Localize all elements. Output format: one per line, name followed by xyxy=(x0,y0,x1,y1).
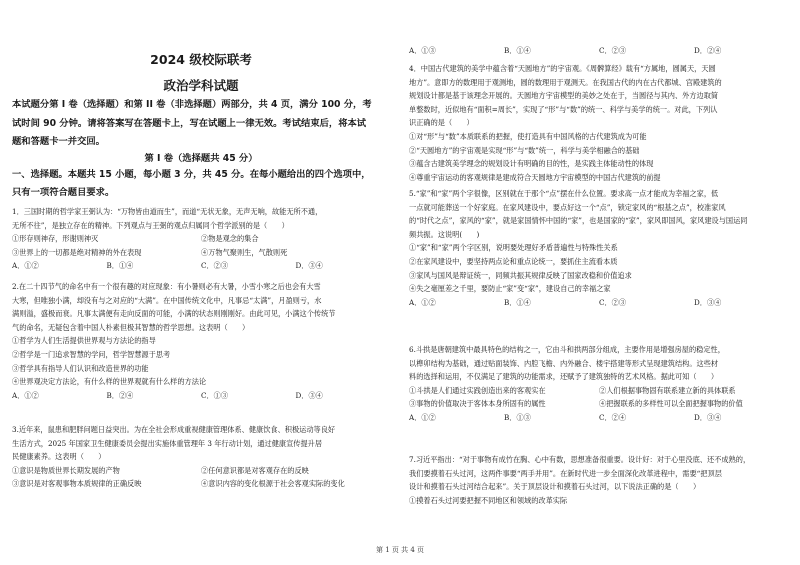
q5-answer-d: D．③④ xyxy=(694,297,722,307)
q6-answer-b: B．①③ xyxy=(504,412,531,422)
q5-stem: 的“时代之点”，家风的“家”，就是家国情怀中国的“家”，也是国家的“家”，家风即国风，家风建设与国运同 xyxy=(409,216,748,226)
q2-answer-d: D．③④ xyxy=(295,390,323,400)
q1-option: ②物是观念的集合 xyxy=(201,234,259,244)
q3-stem: 生活方式，2025 年国家卫生健康委员会提出实施体重管理年 3 年行动计划，通过健康宣传提升居 xyxy=(12,438,323,448)
q7-option: ①摸着石头过河要把握不同地区和领域的改革实际 xyxy=(409,495,568,505)
question-6 xyxy=(409,343,789,425)
q6-option: ④把握联系的多样性可以全面把握事物的价值 xyxy=(599,399,743,409)
question-1 xyxy=(12,205,390,273)
q1-answers xyxy=(12,259,390,273)
q2-answers xyxy=(12,389,390,403)
q6-stem: 料的选择和运用，不仅满足了建筑的功能需求，还赋予了建筑独特的艺术风格。据此可知（ ） xyxy=(409,372,719,382)
q4-option: ②“天圆地方”的宇宙观是实现“形”与“数”统一，科学与美学相融合的基础 xyxy=(409,145,640,155)
notice-line: 试时间 90 分钟。请将答案写在答题卡上，写在试题上一律无效。考试结束后，将本试 xyxy=(12,117,367,129)
q3-answers xyxy=(409,44,789,58)
q3-answer-c: C．②③ xyxy=(599,46,627,55)
question-7 xyxy=(409,453,789,507)
exam-title: 2024 级校际联考 xyxy=(150,52,252,67)
q1-answer-b: B．①④ xyxy=(106,261,134,271)
q2-option: ②哲学是一门追求智慧的学问，哲学智慧源于思考 xyxy=(12,349,171,359)
q4-option: ③蕴含古建筑美学理念的规划设计有明确的目的性，是实践主体能动性的体现 xyxy=(409,159,654,169)
q6-answer-a: A．①② xyxy=(409,412,436,422)
q2-option: ④世界观决定方法论，有什么样的世界观就有什么样的方法论 xyxy=(12,377,207,387)
q2-answer-b: B．②④ xyxy=(106,390,134,400)
section-title: 第 I 卷（选择题共 45 分） xyxy=(144,153,258,164)
q3-option: ②任何意识都是对客观存在的反映 xyxy=(201,465,309,475)
q1-option: ①形存则神存，形谢则神灭 xyxy=(12,234,99,244)
q6-answer-c: C．②④ xyxy=(599,412,627,422)
q3-stem: 民健康素养。这表明（ ） xyxy=(12,452,106,462)
q3-answers-block xyxy=(409,44,789,58)
q4-stem: 单整数时，近似地有“面积=周长”，实现了“形”与“数”的统一、科学与美学的统一。对此，下列认 xyxy=(409,104,718,114)
q1-stem: 无所不往”，是独立存在的精神。下列观点与王弼的观点归属同个哲学派别的是（ ） xyxy=(12,220,289,230)
q6-answers xyxy=(409,411,789,425)
q4-option: ④尊重宇宙运动的客观规律是建成符合天圆地方宇宙模型的中国古代建筑的前提 xyxy=(409,172,661,182)
q6-option: ②人们根据事物固有联系建立新的具体联系 xyxy=(599,385,736,395)
q3-answer-d: D．②④ xyxy=(694,46,722,55)
q3-answer-a: A．①③ xyxy=(409,46,436,55)
q2-stem: 2.在二十四节气的命名中有一个很有趣的对应现象：有小暑则必有大暑，小雪小寒之后也会有大雪 xyxy=(12,282,321,291)
q7-stem: 我们要摸着石头过河，这两件事要“两手并用”。在新时代进一步全面深化改革进程中，需要“把顶层 xyxy=(409,468,722,478)
q5-answer-c: C．②③ xyxy=(599,297,627,307)
question-5 xyxy=(409,187,789,309)
q6-option: ①斗拱是人们通过实践创造出来的客观实在 xyxy=(409,385,546,395)
q5-option: ④失之毫厘差之千里，要防止“家”变“家”，建设自己的幸福之家 xyxy=(409,284,611,294)
q1-stem: 1．三国时期的哲学家王弼认为：“万物皆由道而生”，而道“无状无象，无声无响，故能无所不通， xyxy=(12,207,323,216)
q5-option: ②在家风建设中，要坚持两点论和重点论统一，要抓住主流看本质 xyxy=(409,256,618,266)
q1-option: ④万物气聚则生，气散则死 xyxy=(201,247,288,257)
exam-notice xyxy=(12,96,390,152)
q2-answer-a: A．①② xyxy=(12,390,39,400)
q4-option: ①对“形”与“数”本质联系的把握，使打造具有中国风格的古代建筑成为可能 xyxy=(409,131,647,141)
q2-stem: 大寒，但唯独小满，却没有与之对应的“大满”。在中国传统文化中，凡事忌“太满”，月盈则亏，水 xyxy=(12,295,322,305)
q7-stem: 设计和摸着石头过河结合起来”。关于顶层设计和摸着石头过河，以下说法正确的是（ ） xyxy=(409,482,701,492)
q5-stem: 5.“家”和“家”两个字很像，区别就在于那个“点”摆在什么位置。要求高一点才能成为幸福之家，低 xyxy=(409,189,719,198)
q5-answer-a: A．①② xyxy=(409,297,436,307)
q1-answer-a: A．①② xyxy=(12,261,39,271)
section-desc-line: 一、选择题。本题共 15 小题，每小题 3 分，共 45 分。在每小题给出的四个选项中， xyxy=(12,169,371,180)
question-2 xyxy=(12,280,390,402)
q5-stem: 频共振。这说明( ) xyxy=(409,229,480,239)
q3-stem: 3.近年来，鼠患和肥胖问题日益突出。为在全社会形成重视健康管理体系、健康饮食、积极运动等良好 xyxy=(12,425,336,434)
q6-answer-d: D．③④ xyxy=(694,412,722,422)
q3-options-row xyxy=(12,477,390,491)
q4-stem: 地方”。意即方的数理用于观测地，圆的数理用于观测天。在我国古代的内在古代都城、宫殿建筑的 xyxy=(409,77,722,87)
q5-stem: 一点就可能葬送一个好家庭。在家风建设中，要点好这一个“点”，锁定家风的“根基之点”，校准家风 xyxy=(409,202,726,212)
q3-option: ①意识是物质世界长期发展的产物 xyxy=(12,465,120,475)
q5-option: ③家风与国风是辩证统一，同频共振其规律反映了国家改稳和价值追求 xyxy=(409,270,632,280)
q2-stem: 气的命名，无疑包含着中国人朴素但极其智慧的哲学思想。这表明（ ） xyxy=(12,322,250,332)
q1-answer-c: C．②③ xyxy=(201,261,229,271)
q3-options-row xyxy=(12,464,390,478)
q5-answer-b: B．①④ xyxy=(504,297,531,307)
q5-option: ①“家”和“家”两个字区别，说明要处理好矛盾普遍性与特殊性关系 xyxy=(409,243,618,253)
q4-stem: 规划设计都是基于该理念开展的。天圆地方宇宙模型的美妙之处在于，当圆径与其内、外方边取简 xyxy=(409,91,719,101)
q4-stem: 4．中国古代建筑的美学中蕴含着“天圆地方”的宇宙观。《周髀算经》载有“方属地，圆属天，天圆 xyxy=(409,64,716,73)
q2-answer-c: C．①③ xyxy=(201,390,229,400)
q1-options-row xyxy=(12,232,390,246)
q3-option: ④意识内容的变化根源于社会客观实际的变化 xyxy=(201,479,345,489)
q2-option: ①哲学为人们生活提供世界观与方法论的指导 xyxy=(12,336,156,346)
q2-option: ③哲学具有指导人们认识和改造世界的功能 xyxy=(12,363,149,373)
q1-options-row xyxy=(12,246,390,260)
q1-answer-d: D．③④ xyxy=(295,261,323,271)
section-desc-line: 只有一项符合题目要求。 xyxy=(12,187,115,198)
q6-stem: 以榫卯结构为基础，通过贴面装饰、内腔飞檐、内外融合、楼宇搭建等形式呈现建筑结构。这些材 xyxy=(409,358,719,368)
exam-subject: 政治学科试题 xyxy=(163,78,239,93)
q3-option: ③意识是对客观事物本质规律的正确反映 xyxy=(12,479,142,489)
section-desc xyxy=(12,166,390,202)
page-footer: 第 1 页 共 4 页 xyxy=(375,546,425,554)
q6-options-row xyxy=(409,397,789,411)
question-4 xyxy=(409,62,789,184)
q4-stem: 识正确的是（ ） xyxy=(409,118,474,128)
q6-option: ③事物的价值取决于客体本身所固有的属性 xyxy=(409,399,546,409)
q2-stem: 满则溢，盛极而衰。凡事太满便有走向反面的可能，小满的状态则刚刚好。由此可见，小满这个传统节 xyxy=(12,309,336,319)
q7-stem: 7.习近平指出：“对于事物有成竹在胸、心中有数，思想准备很重要。设计好：对于心里没底、还不成熟的， xyxy=(409,455,751,464)
question-3 xyxy=(12,423,390,491)
q6-options-row xyxy=(409,384,789,398)
q6-stem: 6.斗拱是唐朝建筑中最具特色的结构之一，它由斗和拱两部分组成，主要作用是增强房屋的稳定性， xyxy=(409,345,725,354)
notice-line: 题和答题卡一并交回。 xyxy=(12,136,105,147)
q1-option: ③世界上的一切都是绝对精神的外在表现 xyxy=(12,247,142,257)
notice-line: 本试题分第 I 卷（选择题）和第 II 卷（非选择题）两部分，共 4 页，满分 100 分，考 xyxy=(12,99,372,110)
q5-answers xyxy=(409,296,789,310)
q3-answer-b: B．①④ xyxy=(504,46,531,55)
